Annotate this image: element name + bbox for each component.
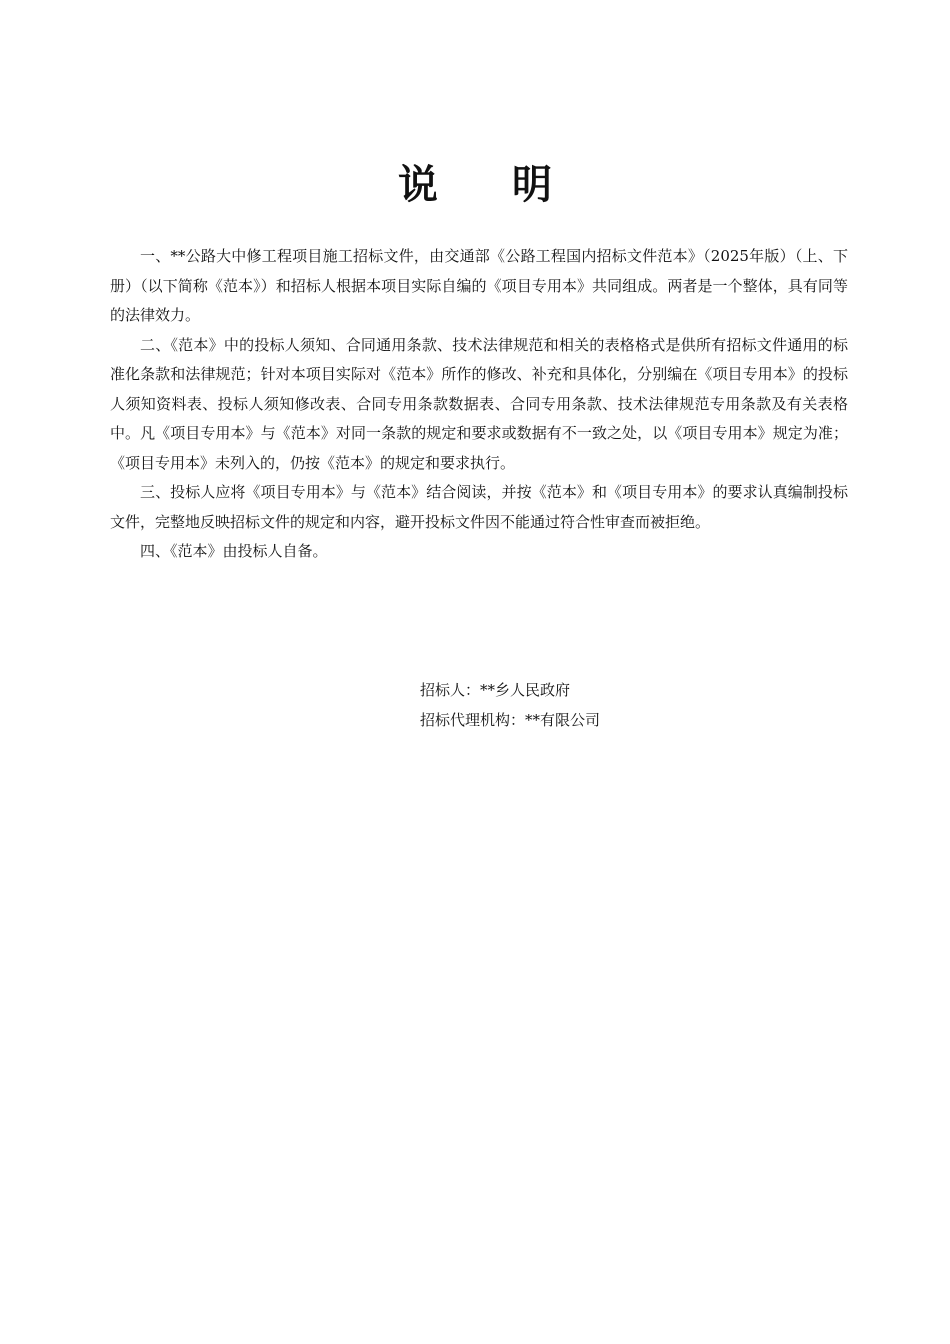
- paragraph-3: 三、投标人应将《项目专用本》与《范本》结合阅读，并按《范本》和《项目专用本》的要求认真编制投标文件，完整地反映招标文件的规定和内容，避开投标文件因不能通过符合性审查而被拒绝。: [110, 483, 848, 531]
- tenderer-line: 招标人：**乡人民政府: [420, 681, 571, 699]
- paragraph-4: 四、《范本》由投标人自备。: [140, 542, 328, 560]
- page-title: 说 明: [398, 162, 582, 208]
- paragraph-2: 二、《范本》中的投标人须知、合同通用条款、技术法律规范和相关的表格格式是供所有招标文件通用的标准化条款和法律规范；针对本项目实际对《范本》所作的修改、补充和具体化，分别编在《项目专用本》的投标人须知资料表、投标人须知修改表、合同专用条款数据表、合同专用条款、技术法律规范专用条款及有关表格中。凡《项目专用本》与《范本》对同一条款的规定和要求或数据有不一致之处，以《项目专用本》规定为准；《项目专用本》未列入的，仍按《范本》的规定和要求执行。: [110, 335, 848, 472]
- paragraph-1: 一、**公路大中修工程项目施工招标文件，由交通部《公路工程国内招标文件范本》（2025年版）（上、下册）（以下简称《范本》）和招标人根据本项目实际自编的《项目专用本》共同组成。两者是一个整体，具有同等的法律效力。: [110, 247, 848, 324]
- document-body: [110, 242, 848, 567]
- agency-line: 招标代理机构：**有限公司: [420, 711, 601, 729]
- signature-block: [420, 675, 820, 735]
